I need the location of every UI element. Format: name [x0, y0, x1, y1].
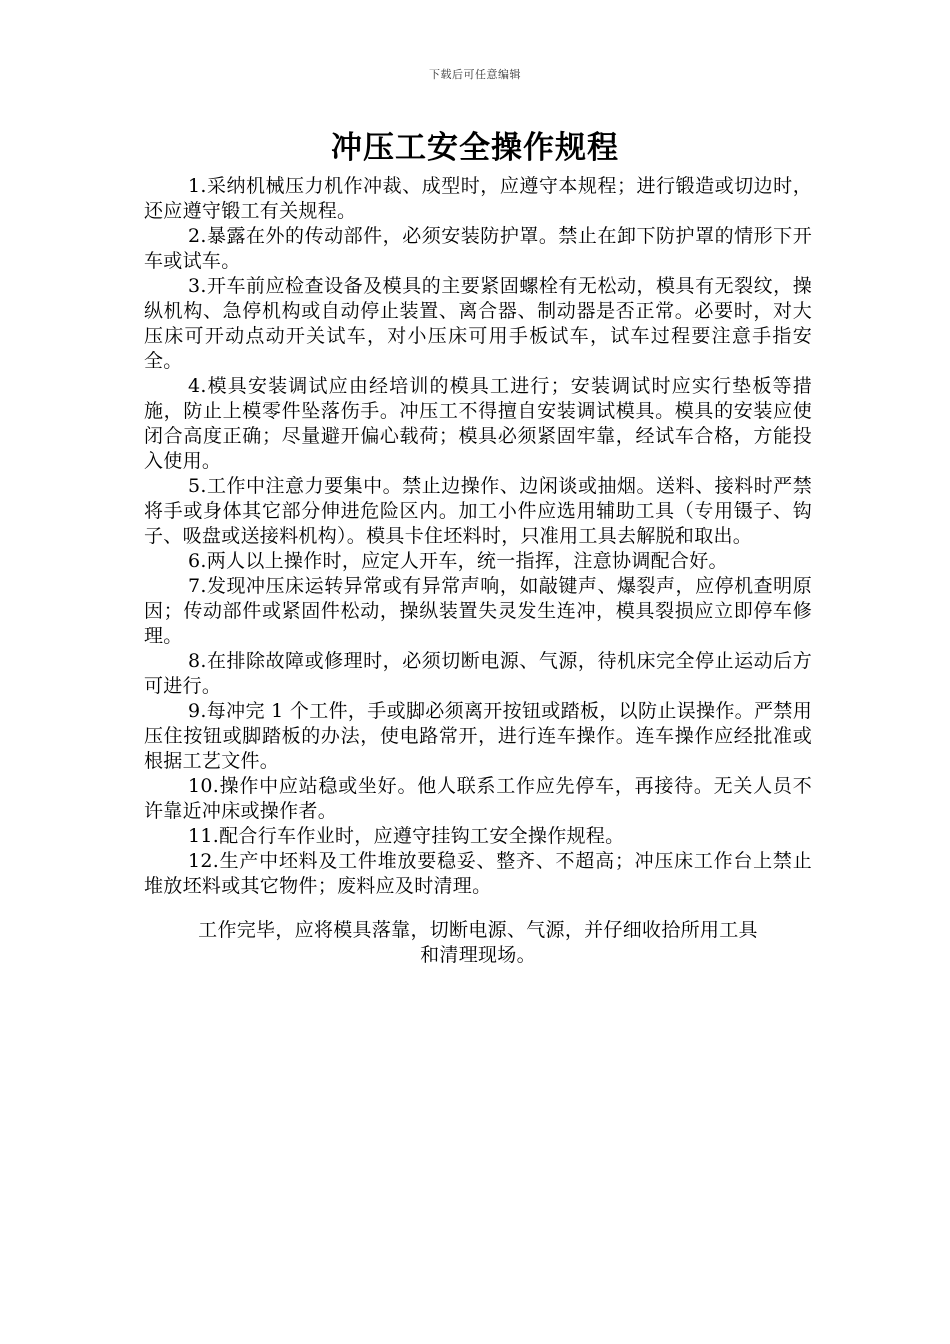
closing-line-1: 工作完毕，应将模具落靠，切断电源、气源，并仔细收拾所用工具: [198, 919, 758, 941]
document-title: 冲压工安全操作规程: [331, 130, 619, 166]
header-note: 下载后可任意编辑: [429, 68, 521, 81]
rule-4: 4.模具安装调试应由经培训的模具工进行；安装调试时应实行垫板等措施，防止上模零件坠落伤手。冲压工不得擅自安装调试模具。模具的安装应使闭合高度正确；尽量避开偏心载荷；模具必须紧固牢靠，经试车合格，方能投入使用。: [144, 375, 812, 472]
rule-6: 6.两人以上操作时，应定人开车，统一指挥，注意协调配合好。: [188, 550, 728, 572]
closing-paragraph: [144, 918, 812, 968]
rule-7: 7.发现冲压床运转异常或有异常声响，如敲键声、爆裂声，应停机查明原因；传动部件或紧固件松动，操纵装置失灵发生连冲，模具裂损应立即停车修理。: [144, 575, 812, 647]
rule-12: 12.生产中坯料及工件堆放要稳妥、整齐、不超高；冲压床工作台上禁止堆放坯料或其它物件；废料应及时清理。: [144, 850, 812, 897]
closing-line-2: 和清理现场。: [420, 944, 536, 966]
rule-9: 9.每冲完 1 个工件，手或脚必须离开按钮或踏板，以防止误操作。严禁用压住按钮或脚踏板的办法，使电路常开，进行连车操作。连车操作应经批准或根据工艺文件。: [144, 700, 812, 772]
rule-2: 2.暴露在外的传动部件，必须安装防护罩。禁止在卸下防护罩的情形下开车或试车。: [144, 225, 812, 272]
rule-8: 8.在排除故障或修理时，必须切断电源、气源，待机床完全停止运动后方可进行。: [144, 650, 812, 697]
rule-10: 10.操作中应站稳或坐好。他人联系工作应先停车，再接待。无关人员不许靠近冲床或操作者。: [144, 775, 812, 822]
rule-1: 1.采纳机械压力机作冲裁、成型时，应遵守本规程；进行锻造或切边时，还应遵守锻工有关规程。: [144, 175, 812, 222]
rule-11: 11.配合行车作业时，应遵守挂钩工安全操作规程。: [188, 825, 625, 847]
rule-3: 3.开车前应检查设备及模具的主要紧固螺栓有无松动，模具有无裂纹，操纵机构、急停机构或自动停止装置、离合器、制动器是否正常。必要时，对大压床可开动点动开关试车，对小压床可用手板试车，试车过程要注意手指安全。: [144, 275, 812, 372]
document-body: [144, 174, 812, 968]
rule-5: 5.工作中注意力要集中。禁止边操作、边闲谈或抽烟。送料、接料时严禁将手或身体其它部分伸进危险区内。加工小件应选用辅助工具（专用镊子、钩子、吸盘或送接料机构）。模具卡住坯料时，只准用工具去解脱和取出。: [144, 475, 812, 547]
